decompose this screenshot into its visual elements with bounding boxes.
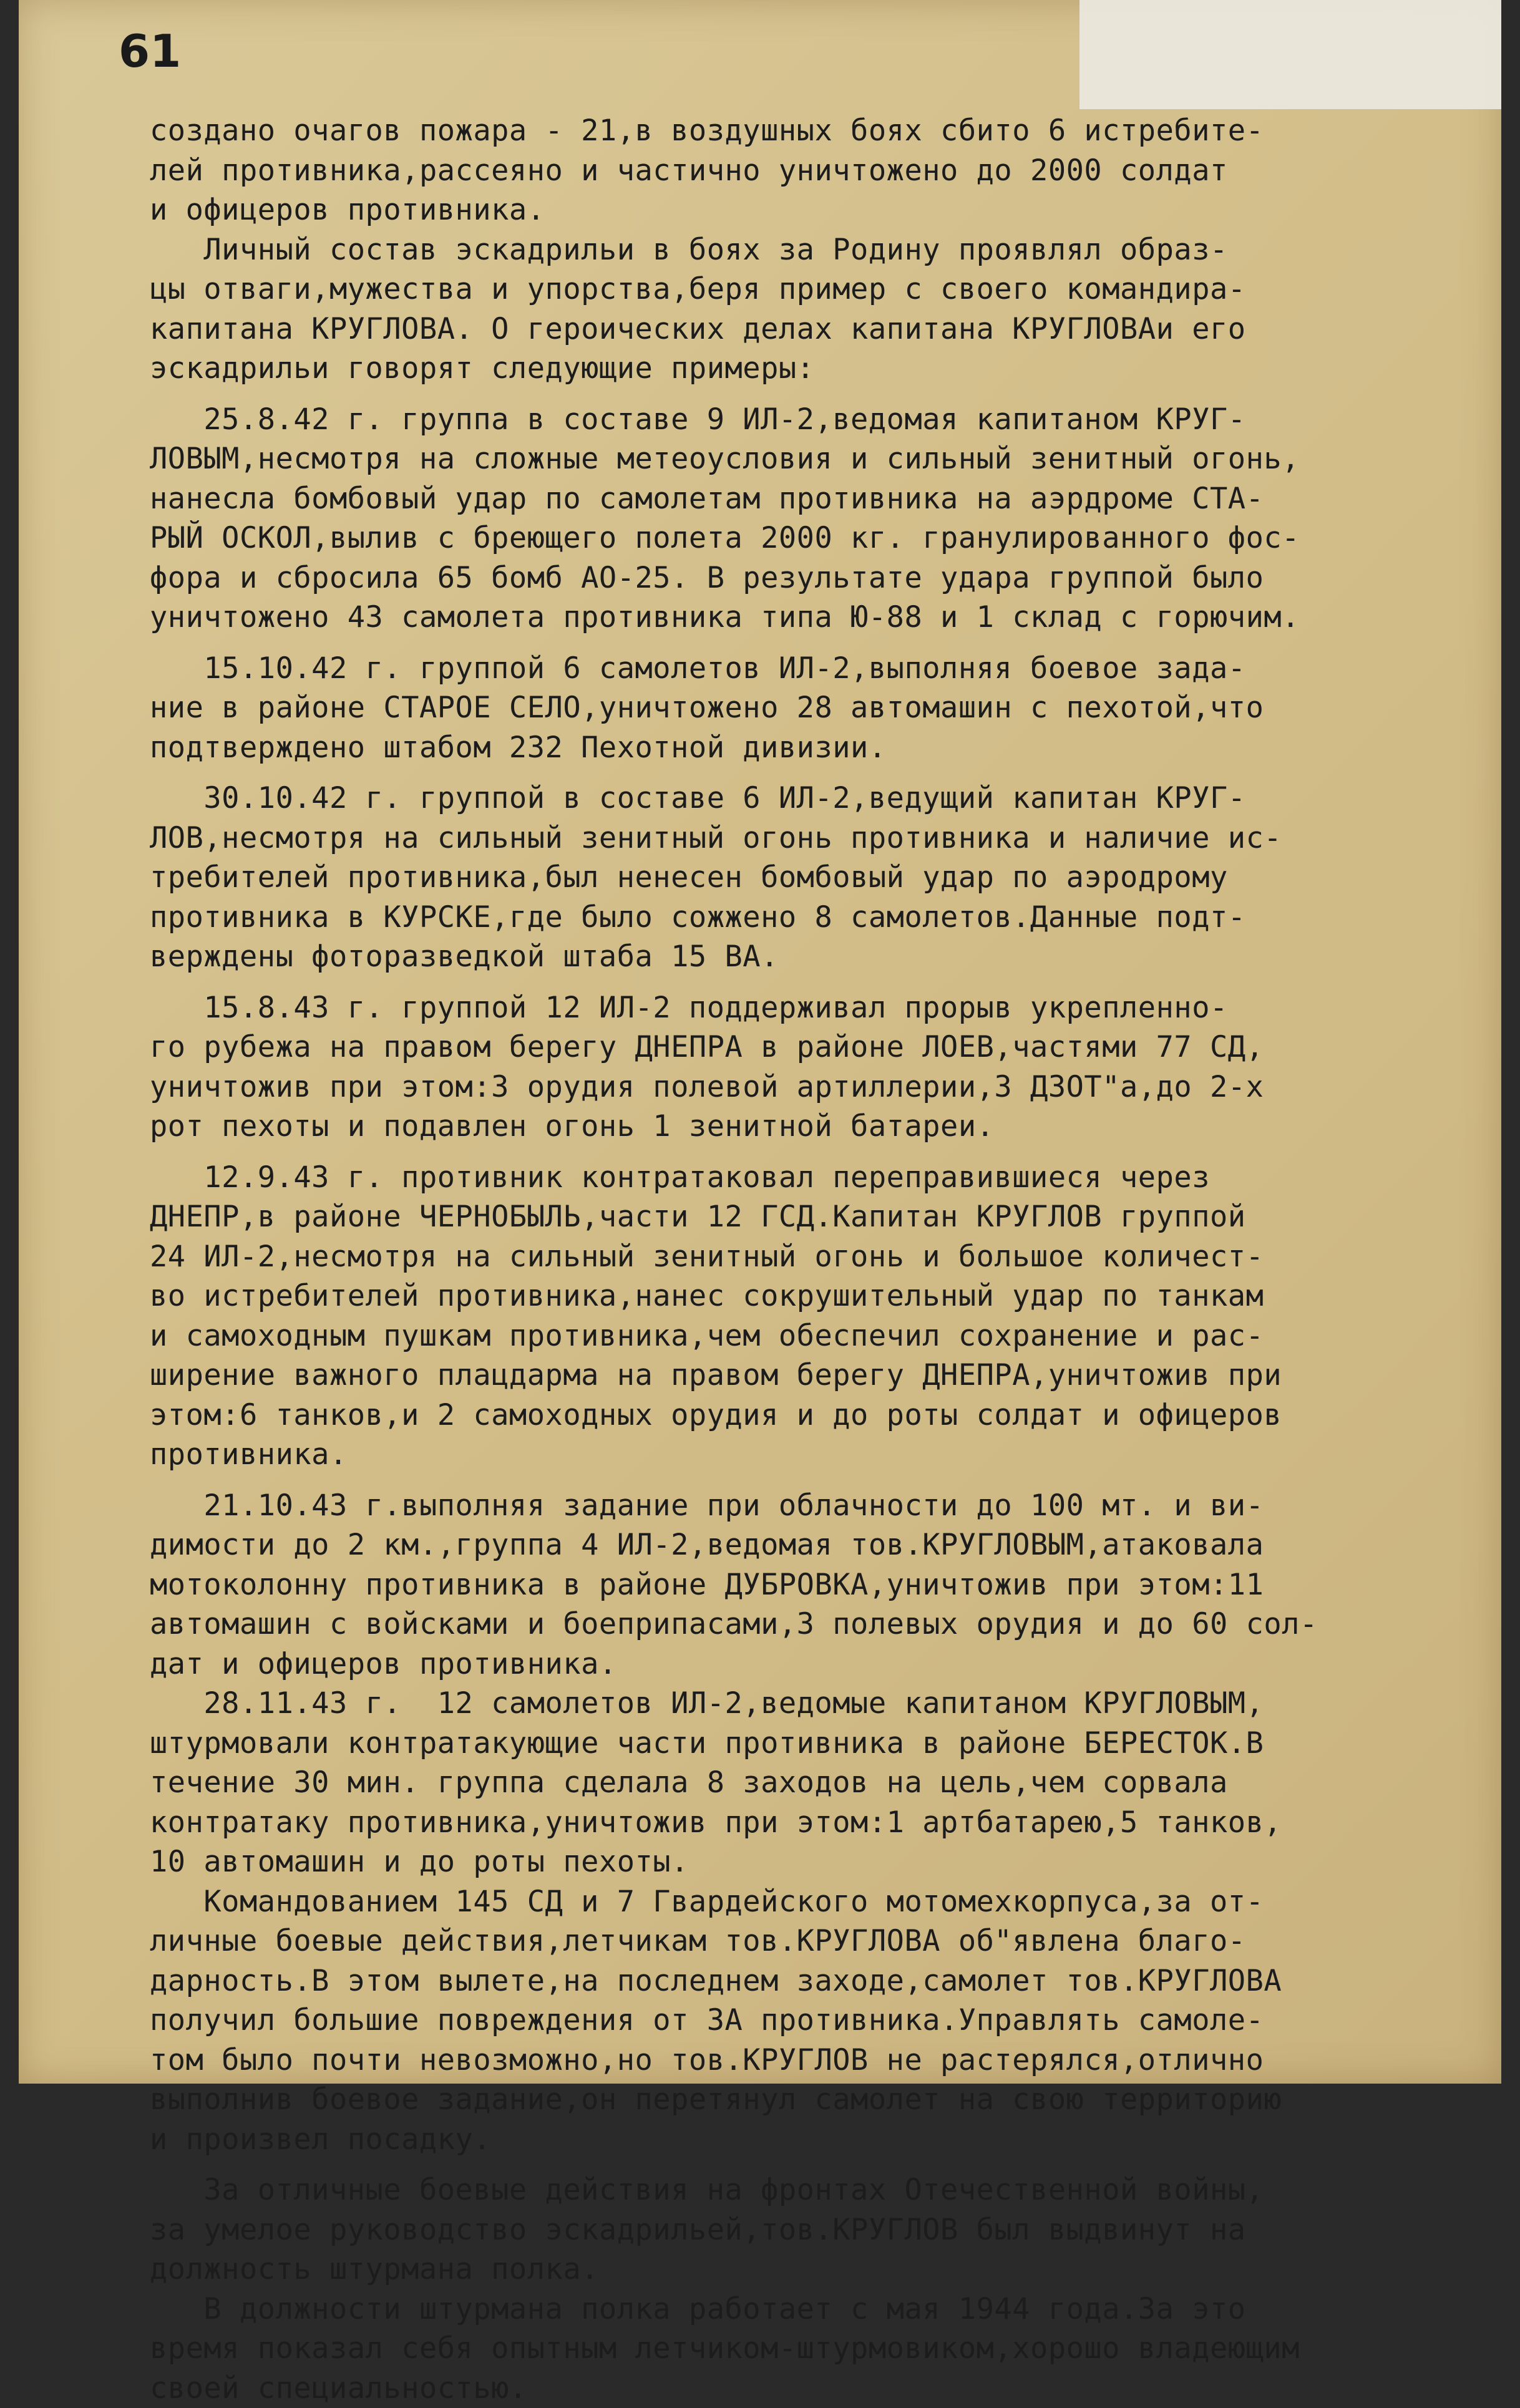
- text-line: 25.8.42 г. группа в составе 9 ИЛ-2,ведомая капитаном КРУГ-: [150, 400, 1416, 440]
- text-line: автомашин с войсками и боеприпасами,3 полевых орудия и до 60 сол-: [150, 1605, 1416, 1644]
- text-line: мотоколонну противника в районе ДУБРОВКА,уничтожив при этом:11: [150, 1565, 1416, 1605]
- text-line: 28.11.43 г. 12 самолетов ИЛ-2,ведомые капитаном КРУГЛОВЫМ,: [150, 1684, 1416, 1724]
- text-line: время показал себя опытным летчиком-штурмовиком,хорошо владеющим: [150, 2329, 1416, 2369]
- text-line: во истребителей противника,нанес сокрушительный удар по танкам: [150, 1276, 1416, 1316]
- paragraph-gap: [150, 389, 1416, 400]
- document-body: [150, 111, 1416, 2408]
- text-line: дарность.В этом вылете,на последнем заходе,самолет тов.КРУГЛОВА: [150, 1961, 1416, 2001]
- text-line: В должности штурмана полка работает с мая 1944 года.За это: [150, 2289, 1416, 2329]
- text-line: 12.9.43 г. противник контратаковал переправившиеся через: [150, 1158, 1416, 1198]
- text-line: ширение важного плацдарма на правом берегу ДНЕПРА,уничтожив при: [150, 1356, 1416, 1396]
- text-line: получил большие повреждения от ЗА противника.Управлять самоле-: [150, 2001, 1416, 2041]
- text-line: личные боевые действия,летчикам тов.КРУГЛОВА об"явлена благо-: [150, 1921, 1416, 1961]
- paragraph-gap: [150, 977, 1416, 988]
- text-line: штурмовали контратакующие части противника в районе БЕРЕСТОК.В: [150, 1724, 1416, 1764]
- text-line: Командованием 145 СД и 7 Гвардейского мотомехкорпуса,за от-: [150, 1882, 1416, 1922]
- text-line: ДНЕПР,в районе ЧЕРНОБЫЛЬ,части 12 ГСД.Капитан КРУГЛОВ группой: [150, 1197, 1416, 1237]
- paragraph-gap: [150, 1147, 1416, 1158]
- text-line: лей противника,рассеяно и частично уничтожено до 2000 солдат: [150, 151, 1416, 191]
- text-line: 15.8.43 г. группой 12 ИЛ-2 поддерживал прорыв укрепленно-: [150, 988, 1416, 1028]
- text-line: рот пехоты и подавлен огонь 1 зенитной батареи.: [150, 1107, 1416, 1147]
- text-line: создано очагов пожара - 21,в воздушных боях сбито 6 истребите-: [150, 111, 1416, 151]
- paragraph-gap: [150, 767, 1416, 779]
- text-line: ние в районе СТАРОЕ СЕЛО,уничтожено 28 автомашин с пехотой,что: [150, 688, 1416, 728]
- text-line: ЛОВЫМ,несмотря на сложные метеоусловия и сильный зенитный огонь,: [150, 439, 1416, 479]
- text-line: верждены фоторазведкой штаба 15 ВА.: [150, 937, 1416, 977]
- text-line: и произвел посадку.: [150, 2120, 1416, 2160]
- text-line: и самоходным пушкам противника,чем обеспечил сохранение и рас-: [150, 1316, 1416, 1356]
- page-number: 61: [119, 25, 181, 77]
- text-line: го рубежа на правом берегу ДНЕПРА в районе ЛОЕВ,частями 77 СД,: [150, 1027, 1416, 1067]
- text-line: 15.10.42 г. группой 6 самолетов ИЛ-2,выполняя боевое зада-: [150, 649, 1416, 689]
- text-line: своей специальностью.: [150, 2369, 1416, 2408]
- text-line: течение 30 мин. группа сделала 8 заходов на цель,чем сорвала: [150, 1763, 1416, 1803]
- text-line: эскадрильи говорят следующие примеры:: [150, 349, 1416, 389]
- text-line: уничтожено 43 самолета противника типа Ю-88 и 1 склад с горючим.: [150, 598, 1416, 638]
- text-line: противника в КУРСКЕ,где было сожжено 8 самолетов.Данные подт-: [150, 898, 1416, 938]
- document-page: [19, 0, 1501, 2084]
- text-line: нанесла бомбовый удар по самолетам противника на аэрдроме СТА-: [150, 479, 1416, 519]
- text-line: дат и офицеров противника.: [150, 1644, 1416, 1684]
- archive-stamp: [1079, 0, 1501, 109]
- text-line: ЛОВ,несмотря на сильный зенитный огонь противника и наличие ис-: [150, 818, 1416, 858]
- paragraph-gap: [150, 638, 1416, 649]
- text-line: 10 автомашин и до роты пехоты.: [150, 1842, 1416, 1882]
- text-line: фора и сбросила 65 бомб АО-25. В результате удара группой было: [150, 558, 1416, 598]
- paragraph-gap: [150, 1475, 1416, 1486]
- text-line: капитана КРУГЛОВА. О героических делах капитана КРУГЛОВАи его: [150, 309, 1416, 349]
- text-line: За отличные боевые действия на фронтах Отечественной войны,: [150, 2170, 1416, 2210]
- text-line: и офицеров противника.: [150, 190, 1416, 230]
- text-line: 24 ИЛ-2,несмотря на сильный зенитный огонь и большое количест-: [150, 1237, 1416, 1277]
- text-line: противника.: [150, 1435, 1416, 1475]
- text-line: Личный состав эскадрильи в боях за Родину проявлял образ-: [150, 230, 1416, 270]
- text-line: подтверждено штабом 232 Пехотной дивизии.: [150, 728, 1416, 768]
- text-line: контратаку противника,уничтожив при этом:1 артбатарею,5 танков,: [150, 1803, 1416, 1843]
- text-line: цы отваги,мужества и упорства,беря пример с своего командира-: [150, 269, 1416, 309]
- text-line: РЫЙ ОСКОЛ,вылив с бреющего полета 2000 кг. гранулированного фос-: [150, 518, 1416, 558]
- text-line: димости до 2 км.,группа 4 ИЛ-2,ведомая тов.КРУГЛОВЫМ,атаковала: [150, 1525, 1416, 1565]
- text-line: 30.10.42 г. группой в составе 6 ИЛ-2,ведущий капитан КРУГ-: [150, 779, 1416, 818]
- text-line: выполнив боевое задание,он перетянул самолет на свою территорию: [150, 2080, 1416, 2120]
- text-line: уничтожив при этом:3 орудия полевой артиллерии,3 ДЗОТ"а,до 2-х: [150, 1067, 1416, 1107]
- text-line: том было почти невозможно,но тов.КРУГЛОВ не растерялся,отлично: [150, 2041, 1416, 2080]
- text-line: этом:6 танков,и 2 самоходных орудия и до роты солдат и офицеров: [150, 1396, 1416, 1435]
- text-line: должность штурмана полка.: [150, 2250, 1416, 2289]
- text-line: за умелое руководство эскадрильей,тов.КРУГЛОВ был выдвинут на: [150, 2210, 1416, 2250]
- text-line: 21.10.43 г.выполняя задание при облачности до 100 мт. и ви-: [150, 1486, 1416, 1526]
- text-line: требителей противника,был ненесен бомбовый удар по аэродрому: [150, 858, 1416, 898]
- paragraph-gap: [150, 2159, 1416, 2170]
